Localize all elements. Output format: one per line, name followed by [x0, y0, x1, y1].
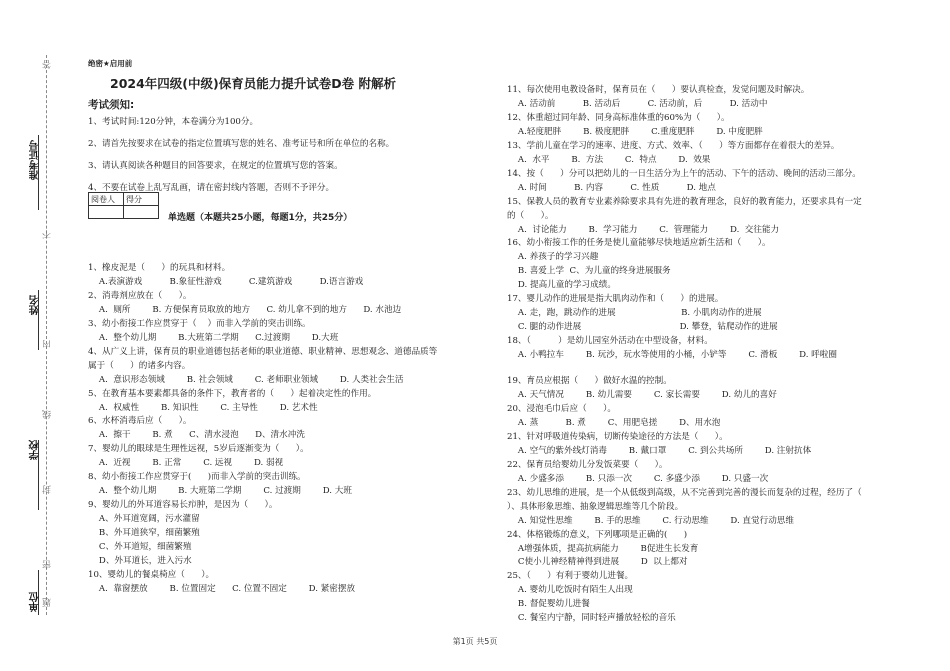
question-line: 7、婴幼儿的眼球是生理性远视，5岁后逐渐变为（ ）。	[88, 444, 309, 455]
question-option: A.轻度肥胖 B. 极度肥胖 C.重度肥胖 D. 中度肥胖	[507, 126, 763, 137]
question-line: 13、学前儿童在学习的速率、进度、方式、效率、（ ）等方面都存在着很大的差异。	[507, 140, 840, 151]
question-option: A. 养孩子的学习兴趣	[507, 252, 599, 263]
question-line: 15、保教人员的教育专业素养除要求具有先进的教育理念，良好的教育能力，还要求具有一定	[507, 196, 862, 207]
question-line: 16、幼小衔接工作的任务是使儿童能够尽快地适应新生活和（ ）。	[507, 238, 771, 249]
question-line: 8、幼小衔接工作应贯穿于( )而非入学前的突击训练。	[88, 472, 306, 483]
notice-item: 2、请首先按要求在试卷的指定位置填写您的姓名、准考证号和所在单位的名称。	[88, 139, 395, 149]
question-line: 22、保育员给婴幼儿分发饭菜要（ ）。	[507, 459, 668, 470]
seal-mark: 线	[43, 410, 53, 419]
question-line: 19、育员应根据（ ）做好水温的控制。	[507, 376, 672, 387]
question-line: 6、水杯消毒后应（ ）。	[88, 416, 192, 427]
question-option: A. 整个幼儿期 B. 大班第二学期 C. 过渡期 D. 大班	[88, 486, 352, 497]
seal-mark: 不	[43, 230, 53, 239]
question-option: C. 餐室内宁静，同时轻声播放轻松的音乐	[507, 613, 676, 624]
page-footer: 第1页 共5页	[452, 637, 498, 646]
grader-cell[interactable]	[89, 206, 124, 219]
score-header: 得分	[124, 193, 159, 206]
question-line: 5、在教育基本要素都具备的条件下，教育者的（ ）起着决定性的作用。	[88, 388, 377, 399]
unit-label: 单位	[30, 592, 41, 612]
question-line	[507, 363, 927, 375]
question-line: 2、消毒剂应放在（ ）。	[88, 290, 192, 301]
question-option: A、外耳道宽阔，污水灌留	[88, 514, 200, 525]
question-option: D. 提高儿童的学习成绩。	[507, 280, 616, 291]
question-line: 3、幼小衔接工作应贯穿于（ ）而非入学前的突击训练。	[88, 318, 311, 329]
question-line: 20、浸泡毛巾后应（ ）。	[507, 403, 616, 414]
question-option: A. 擦干 B. 煮 C、清水浸泡 D、清水冲洗	[88, 430, 305, 441]
seal-line	[46, 55, 47, 615]
question-line: 14、按（ ）分可以把幼儿的一日生活分为上午的活动、下午的活动、晚间的活动三部分。	[507, 168, 861, 179]
question-line: 24、体格锻炼的意义，下列哪项是正确的( )	[507, 529, 688, 540]
score-cell[interactable]	[124, 206, 159, 219]
question-option: A. 小鸭拉车 B. 玩沙，玩水等使用的小桶，小铲等 C. 滑板 D. 呼啦圈	[507, 350, 837, 361]
question-line: 1、橡皮泥是（ ）的玩具和材料。	[88, 263, 231, 273]
right-question-column	[507, 84, 927, 626]
seal-mark: 答	[43, 60, 53, 69]
grader-header: 阅卷人	[89, 193, 124, 206]
question-option: A. 整个幼儿期 B.大班第二学期 C.过渡期 D.大班	[88, 332, 339, 343]
question-line: 10、婴幼儿的餐桌椅应（ ）。	[88, 569, 215, 580]
question-line: ）、具体形象思维、抽象逻辑思维等几个阶段。	[507, 501, 684, 512]
question-option: A. 水平 B. 方法 C. 特点 D. 效果	[507, 154, 711, 165]
question-option: A. 活动前 B. 活动后 C. 活动前，后 D. 活动中	[507, 98, 768, 109]
question-option: C使小儿神经精神得到进展 D 以上都对	[507, 557, 688, 568]
seal-mark: 题	[43, 598, 53, 607]
score-table	[88, 192, 159, 219]
question-option: A. 近视 B. 正常 C. 远视 D. 弱视	[88, 458, 284, 469]
question-line: 12、体重超过同年龄、同身高标准体重的60%为（ ）。	[507, 112, 730, 123]
question-option: C. 腿的动作进展 D. 攀登，钻爬动作的进展	[507, 322, 778, 333]
question-line: 11、每次使用电教设备时，保育员在（ ）要认真检查，发觉问题及时解决。	[507, 85, 810, 95]
name-label: 姓名	[30, 295, 41, 315]
question-option: B、外耳道狭窄，细菌繁殖	[88, 528, 200, 539]
question-option: A. 婴幼儿吃饭时有陌生人出现	[507, 585, 633, 596]
question-line: 18、（ ）是幼儿园室外活动在中型设备，材料。	[507, 336, 713, 347]
binding-strip	[0, 0, 72, 671]
question-option: A增强体质，提高抗病能力 B促进生长发育	[507, 543, 699, 554]
notice-title: 考试须知:	[88, 99, 135, 111]
question-line: 17、婴儿动作的进展是指大肌肉动作和（ ）的进展。	[507, 294, 724, 305]
question-line: 9、婴幼儿的外耳道容易长疖肿，是因为（ ）。	[88, 500, 278, 511]
seal-mark: 封	[43, 485, 53, 494]
seal-mark: 内	[43, 340, 53, 349]
question-option: A. 厕所 B. 方便保育员取放的地方 C. 幼儿拿不到的地方 D. 水池边	[88, 304, 402, 315]
seal-mark: 密	[43, 560, 53, 569]
question-option: A. 蒸 B. 煮 C、用肥皂搓 D、用水泡	[507, 417, 721, 428]
notice-item: 4、不要在试卷上乱写乱画，请在密封线内答题，否则不予评分。	[88, 183, 335, 193]
exam-title: 2024年四级(中级)保育员能力提升试卷D卷 附解析	[110, 76, 396, 91]
question-option: B. 喜爱上学 C、为儿童的终身进展服务	[507, 266, 671, 277]
left-question-column	[88, 262, 498, 597]
question-option: D、外耳道长，进入污水	[88, 556, 192, 567]
question-line: 21、针对呼吸道传染病，切断传染途径的方法是（ ）。	[507, 431, 728, 442]
question-option: A.表演游戏 B.象征性游戏 C.建筑游戏 D.语言游戏	[88, 276, 364, 287]
notice-item: 3、请认真阅读各种题目的回答要求，在规定的位置填写您的答案。	[88, 161, 343, 171]
question-option: A. 空气的紫外线灯消毒 B. 戴口罩 C. 到公共场所 D. 注射抗体	[507, 445, 812, 456]
question-option: C、外耳道短，细菌繁殖	[88, 542, 192, 553]
question-option: B. 督促婴幼儿进餐	[507, 599, 590, 610]
question-option: A. 权威性 B. 知识性 C. 主导性 D. 艺术性	[88, 402, 318, 413]
question-line: 的（ ）。	[507, 210, 554, 221]
section-title: 单选题（本题共25小题，每题1分，共25分）	[168, 213, 353, 223]
question-option: A. 意识形态领域 B. 社会领域 C. 老师职业领域 D. 人类社会生活	[88, 374, 404, 385]
question-option: A. 少盛多添 B. 只添一次 C. 多盛少添 D. 只盛一次	[507, 473, 769, 484]
question-line: 属于（ ）的诸多内容。	[88, 360, 191, 371]
question-option: A. 讨论能力 B. 学习能力 C. 管理能力 D. 交往能力	[507, 224, 780, 235]
question-option: A. 天气情况 B. 幼儿需要 C. 家长需要 D. 幼儿的喜好	[507, 390, 777, 401]
school-label: 学校	[30, 440, 41, 460]
question-option: A. 时间 B. 内容 C. 性质 D. 地点	[507, 182, 716, 193]
admission-number-label: 准考证号	[30, 140, 41, 180]
question-line: 4、从广义上讲，保育员的职业道德包括老师的职业道德、职业精神、思想观念、道德品质等	[88, 346, 438, 357]
question-line: 23、幼儿思维的进展，是一个从低级到高级，从不完善到完善的漫长而复杂的过程，经历了（	[507, 487, 862, 498]
notice-list	[88, 115, 488, 203]
question-line: 25、（ ）有利于婴幼儿进餐。	[507, 571, 634, 582]
confidential-label: 绝密★启用前	[88, 59, 133, 68]
question-option: A. 靠窗摆放 B. 位置固定 C. 位置不固定 D. 紧密摆放	[88, 583, 356, 594]
question-option: A. 走，跑，跳动作的进展 B. 小肌肉动作的进展	[507, 308, 762, 319]
question-option: A. 知觉性思维 B. 手的思维 C. 行动思维 D. 直觉行动思维	[507, 515, 794, 526]
notice-item: 1、考试时间:120分钟，本卷满分为100分。	[88, 117, 259, 127]
